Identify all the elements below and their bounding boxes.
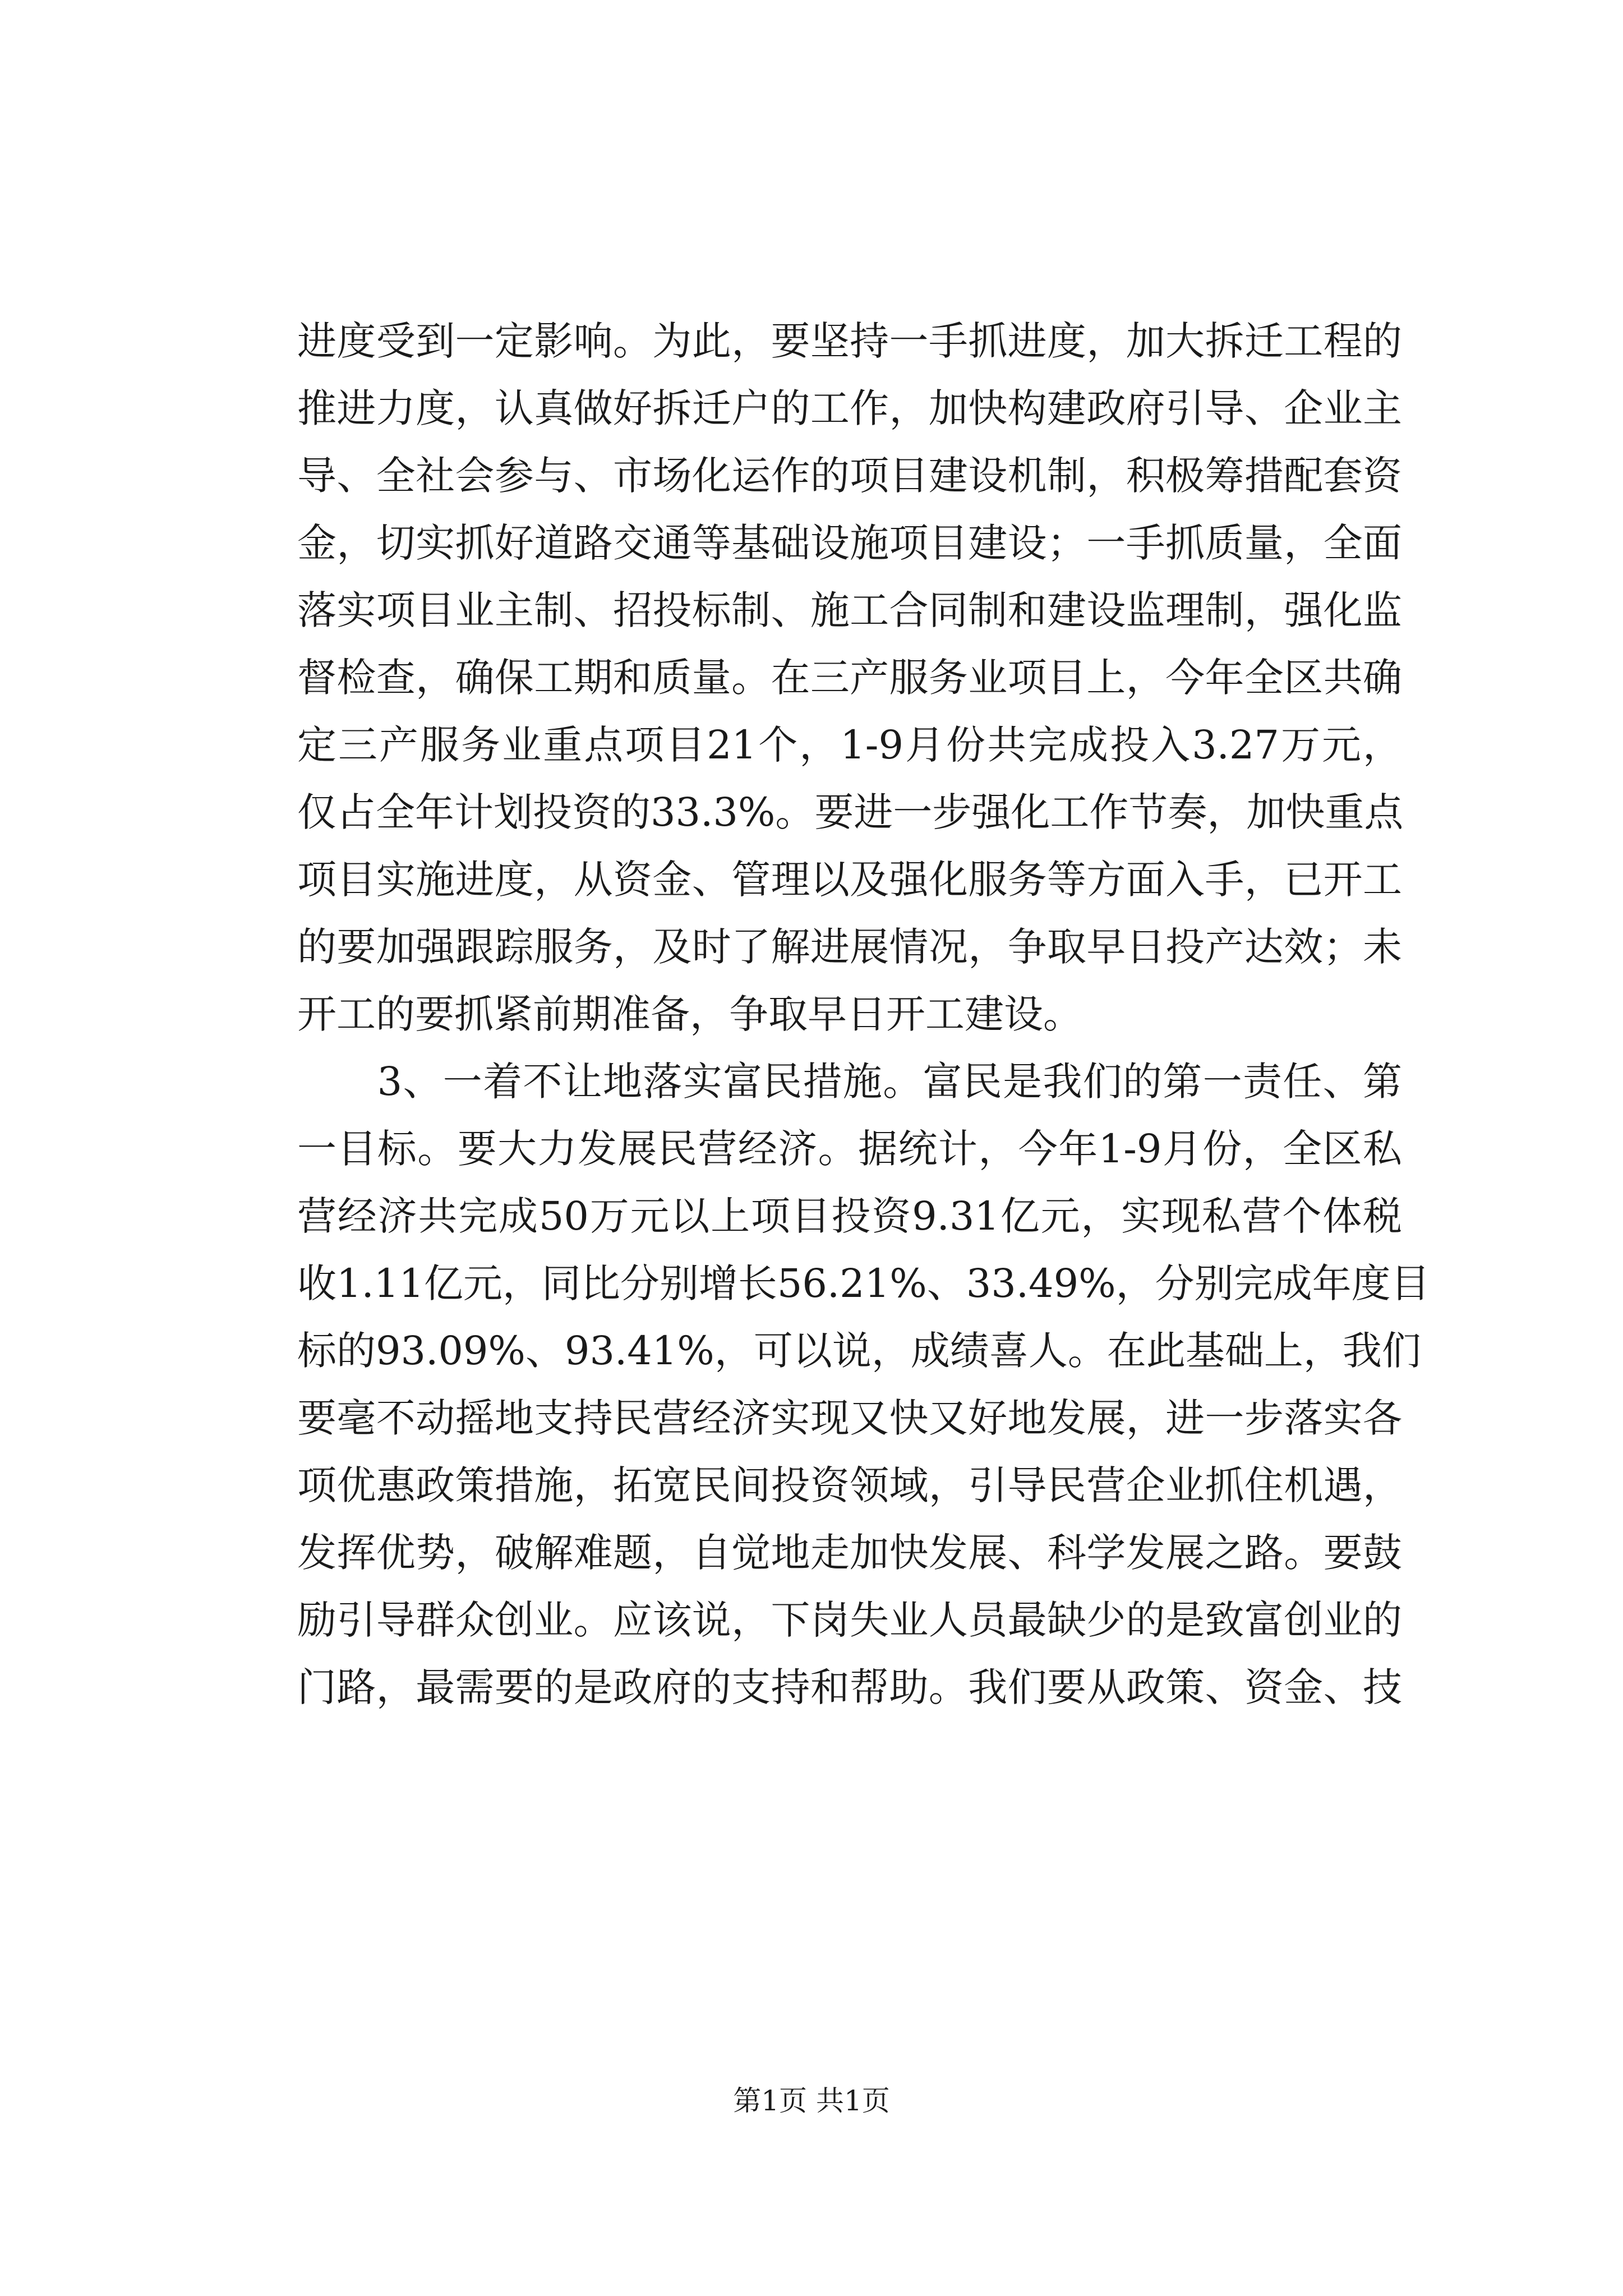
text-line: 督检查，确保工期和质量。在三产服务业项目上，今年全区共确 (297, 655, 1402, 701)
text-line: 发挥优势，破解难题，自觉地走加快发展、科学发展之路。要鼓 (297, 1530, 1402, 1576)
text-line: 门路，最需要的是政府的支持和帮助。我们要从政策、资金、技 (297, 1664, 1402, 1710)
text-line: 导、全社会参与、市场化运作的项目建设机制，积极筹措配套资 (297, 453, 1402, 499)
text-line: 项优惠政策措施，拓宽民间投资领域，引导民营企业抓住机遇， (297, 1462, 1402, 1508)
text-line: 的要加强跟踪服务，及时了解进展情况，争取早日投产达效；未 (297, 924, 1402, 970)
text-line: 金，切实抓好道路交通等基础设施项目建设；一手抓质量，全面 (297, 520, 1402, 566)
document-body (297, 307, 1430, 1721)
text-line: 定三产服务业重点项目21个，1-9月份共完成投入3.27万元， (297, 722, 1402, 768)
text-line-paragraph-start: 3、一着不让地落实富民措施。富民是我们的第一责任、第 (297, 1059, 1402, 1105)
text-line: 推进力度，认真做好拆迁户的工作，加快构建政府引导、企业主 (297, 385, 1402, 431)
text-line: 落实项目业主制、招投标制、施工合同制和建设监理制，强化监 (297, 587, 1402, 633)
text-line: 仅占全年计划投资的33.3%。要进一步强化工作节奏，加快重点 (297, 789, 1404, 835)
text-line: 要毫不动摇地支持民营经济实现又快又好地发展，进一步落实各 (297, 1395, 1402, 1441)
text-line: 励引导群众创业。应该说，下岗失业人员最缺少的是致富创业的 (297, 1597, 1402, 1643)
text-line: 收1.11亿元，同比分别增长56.21%、33.49%，分别完成年度目 (297, 1260, 1430, 1306)
text-line: 项目实施进度，从资金、管理以及强化服务等方面入手，已开工 (297, 857, 1402, 903)
text-line-paragraph-end: 开工的要抓紧前期准备，争取早日开工建设。 (297, 991, 1082, 1037)
text-line: 标的93.09%、93.41%，可以说，成绩喜人。在此基础上，我们 (297, 1328, 1421, 1374)
page-number-footer: 第1页 共1页 (733, 2085, 890, 2117)
text-line: 一目标。要大力发展民营经济。据统计，今年1-9月份，全区私 (297, 1126, 1402, 1172)
text-line: 进度受到一定影响。为此，要坚持一手抓进度，加大拆迁工程的 (297, 318, 1402, 364)
text-line: 营经济共完成50万元以上项目投资9.31亿元，实现私营个体税 (297, 1193, 1402, 1239)
